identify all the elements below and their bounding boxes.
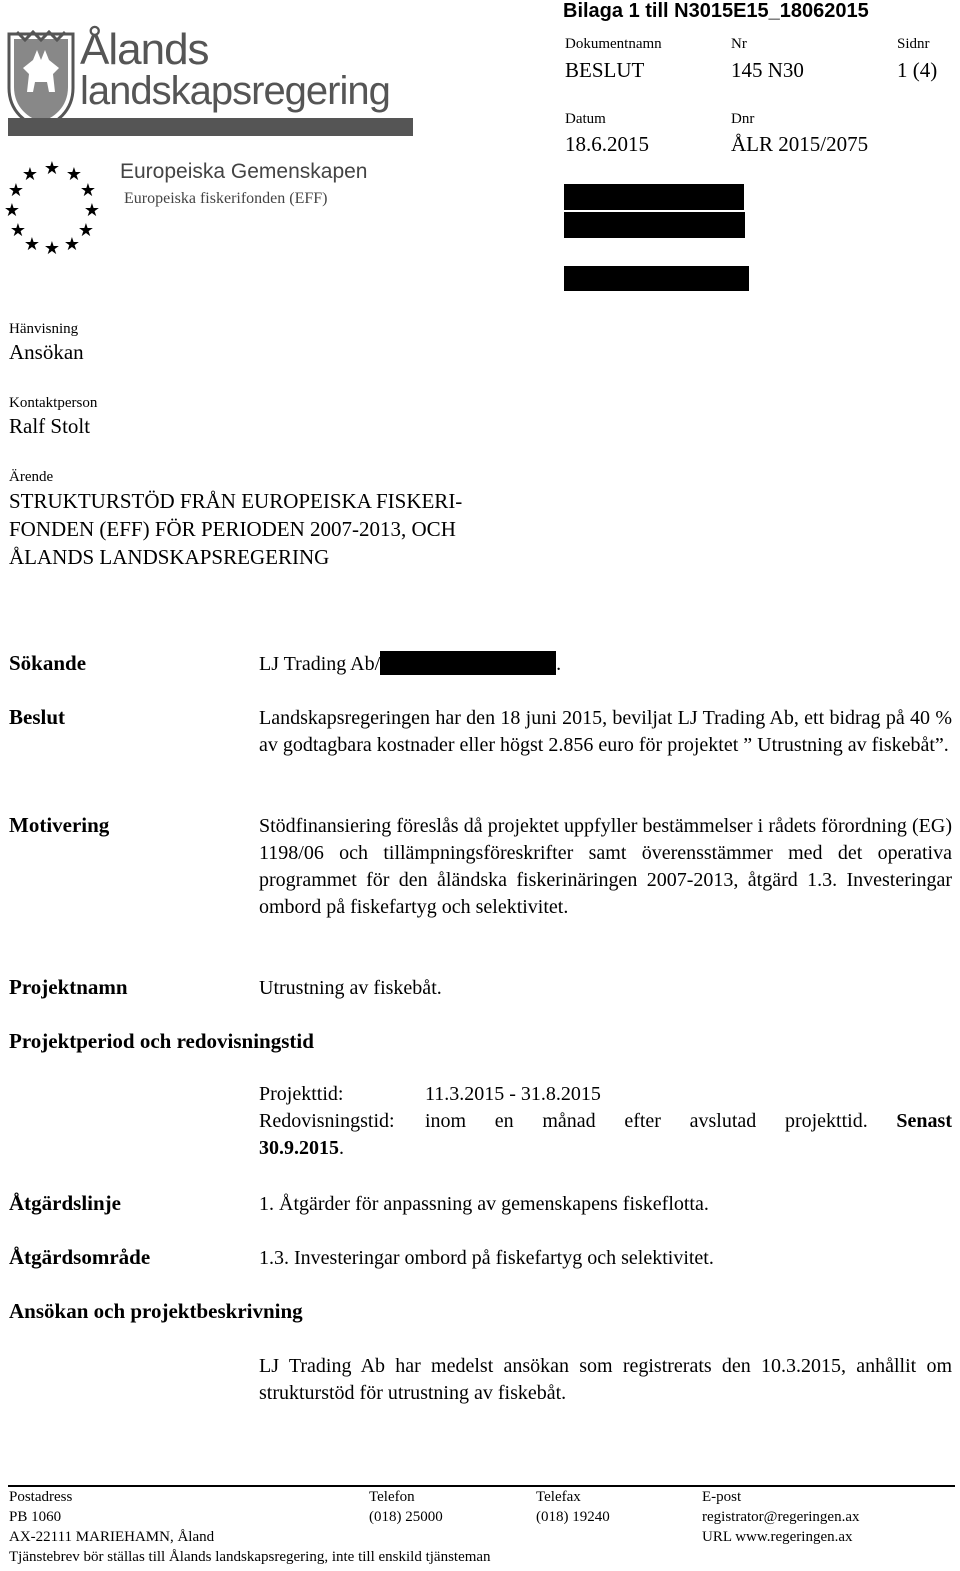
arende-line-3: ÅLANDS LANDSKAPSREGERING: [9, 545, 330, 569]
datum-value: 18.6.2015: [565, 132, 649, 156]
kontakt-label: Kontaktperson: [9, 395, 98, 411]
arende-title: [9, 487, 462, 571]
telefax-label: Telefax: [536, 1489, 581, 1505]
hanvisning-value: Ansökan: [9, 340, 84, 364]
atgardslinje-value: 1. Åtgärder för anpassning av gemenskapens fiskeflotta.: [259, 1193, 709, 1215]
sokande-company: LJ Trading Ab/: [259, 653, 381, 675]
sidnr-label: Sidnr: [897, 36, 930, 52]
telefon-label: Telefon: [369, 1489, 415, 1505]
sokande-label: Sökande: [9, 651, 87, 675]
period-heading: Projektperiod och redovisningstid: [9, 1029, 314, 1053]
svg-text:★: ★: [7, 180, 25, 200]
svg-text:★: ★: [3, 200, 21, 220]
atgardslinje-label: Åtgärdslinje: [9, 1191, 121, 1215]
svg-text:★: ★: [9, 220, 27, 240]
datum-label: Datum: [565, 111, 606, 127]
redovisning-date: 30.9.2015: [259, 1137, 339, 1159]
redacted-applicant-id: [380, 651, 556, 675]
footer-postadress: [9, 1487, 214, 1547]
beslut-label: Beslut: [9, 705, 66, 729]
logo-underline: [8, 118, 413, 136]
redacted-recipient-address: [564, 212, 745, 238]
bilaga-title: Bilaga 1 till N3015E15_18062015: [563, 0, 869, 22]
projektnamn-value: Utrustning av fiskebåt.: [259, 977, 442, 999]
sokande-value: [259, 651, 561, 676]
atgardsomrade-value: 1.3. Investeringar ombord på fiskefartyg och selektivitet.: [259, 1247, 714, 1269]
footer-telefax: [536, 1487, 610, 1527]
postadress-line-1: PB 1060: [9, 1509, 62, 1525]
motivering-text: Stödfinansiering föreslås då projektet uppfyller bestämmelser i rådets förordning (EG) 1198/06 och tillämpningsföreskrifter samt överensstämmer med det operativa programmet för den åländska fiskerinäringen 2007-2013, åtgärd 1.3. Investeringar ombord på fiskefartyg och selektivitet.: [259, 815, 952, 918]
redovisning-row: [425, 1110, 952, 1133]
dnr-label: Dnr: [731, 111, 755, 127]
svg-text:★: ★: [23, 234, 41, 254]
sokande-trail: .: [556, 653, 562, 675]
svg-text:★: ★: [65, 164, 83, 184]
svg-text:★: ★: [43, 160, 61, 178]
url-value[interactable]: URL www.regeringen.ax: [702, 1529, 853, 1545]
redovisning-trail: .: [339, 1137, 344, 1159]
projekttid-value: 11.3.2015 - 31.8.2015: [425, 1083, 601, 1105]
arende-line-1: STRUKTURSTÖD FRÅN EUROPEISKA FISKERI-: [9, 489, 463, 513]
redovisning-deadline: [259, 1137, 344, 1160]
footer-telefon: [369, 1487, 443, 1527]
dokumentnamn-value: BESLUT: [565, 58, 645, 82]
ansokan-heading: Ansökan och projektbeskrivning: [9, 1299, 303, 1323]
aland-coat-of-arms: [5, 30, 77, 130]
eu-stars-icon: [2, 160, 102, 255]
kontakt-value: Ralf Stolt: [9, 414, 91, 438]
atgardsomrade-label: Åtgärdsområde: [9, 1245, 151, 1269]
redovisning-label: Redovisningstid:: [259, 1110, 395, 1132]
hanvisning-label: Hänvisning: [9, 321, 79, 337]
projektnamn-label: Projektnamn: [9, 975, 128, 999]
arende-label: Ärende: [9, 469, 54, 485]
ansokan-text: LJ Trading Ab har medelst ansökan som registrerats den 10.3.2015, anhållit om strukturstöd för utrustning av fiskebåt.: [259, 1355, 952, 1404]
motivering-label: Motivering: [9, 813, 110, 837]
svg-text:★: ★: [79, 180, 97, 200]
redacted-recipient-postcode: [564, 266, 749, 291]
epost-value[interactable]: registrator@regeringen.ax: [702, 1509, 860, 1525]
dokumentnamn-label: Dokumentnamn: [565, 36, 662, 52]
logo-line-1: Ålands: [80, 25, 209, 74]
footer-note: Tjänstebrev bör ställas till Ålands landskapsregering, inte till enskild tjänsteman: [9, 1549, 491, 1565]
redovisning-senast: Senast: [896, 1110, 952, 1132]
telefon-value: (018) 25000: [369, 1509, 443, 1525]
svg-text:★: ★: [77, 220, 95, 240]
nr-value: 145 N30: [731, 58, 804, 82]
postadress-line-2: AX-22111 MARIEHAMN, Åland: [9, 1529, 215, 1545]
eu-title: Europeiska Gemenskapen: [120, 160, 368, 183]
svg-text:★: ★: [43, 238, 61, 255]
projekttid-label: Projekttid:: [259, 1083, 344, 1105]
svg-text:★: ★: [63, 234, 81, 254]
redovisning-value: inom en månad efter avslutad projekttid.: [425, 1110, 868, 1132]
telefax-value: (018) 19240: [536, 1509, 610, 1525]
redacted-recipient-name: [564, 184, 744, 210]
beslut-text: Landskapsregeringen har den 18 juni 2015, beviljat LJ Trading Ab, ett bidrag på 40 % av godtagbara kostnader eller högst 2.856 euro för projektet ” Utrustning av fiskebåt”.: [259, 707, 952, 756]
logo-line-2: landskapsregering: [80, 69, 390, 113]
sidnr-value: 1 (4): [897, 58, 938, 82]
epost-label: E-post: [702, 1489, 742, 1505]
eu-subtitle: Europeiska fiskerifonden (EFF): [124, 190, 328, 207]
svg-text:★: ★: [83, 200, 101, 220]
dnr-value: ÅLR 2015/2075: [731, 132, 869, 156]
arende-line-2: FONDEN (EFF) FÖR PERIODEN 2007-2013, OCH: [9, 517, 456, 541]
postadress-label: Postadress: [9, 1489, 73, 1505]
nr-label: Nr: [731, 36, 747, 52]
svg-text:★: ★: [21, 164, 39, 184]
footer-epost: [702, 1487, 860, 1547]
